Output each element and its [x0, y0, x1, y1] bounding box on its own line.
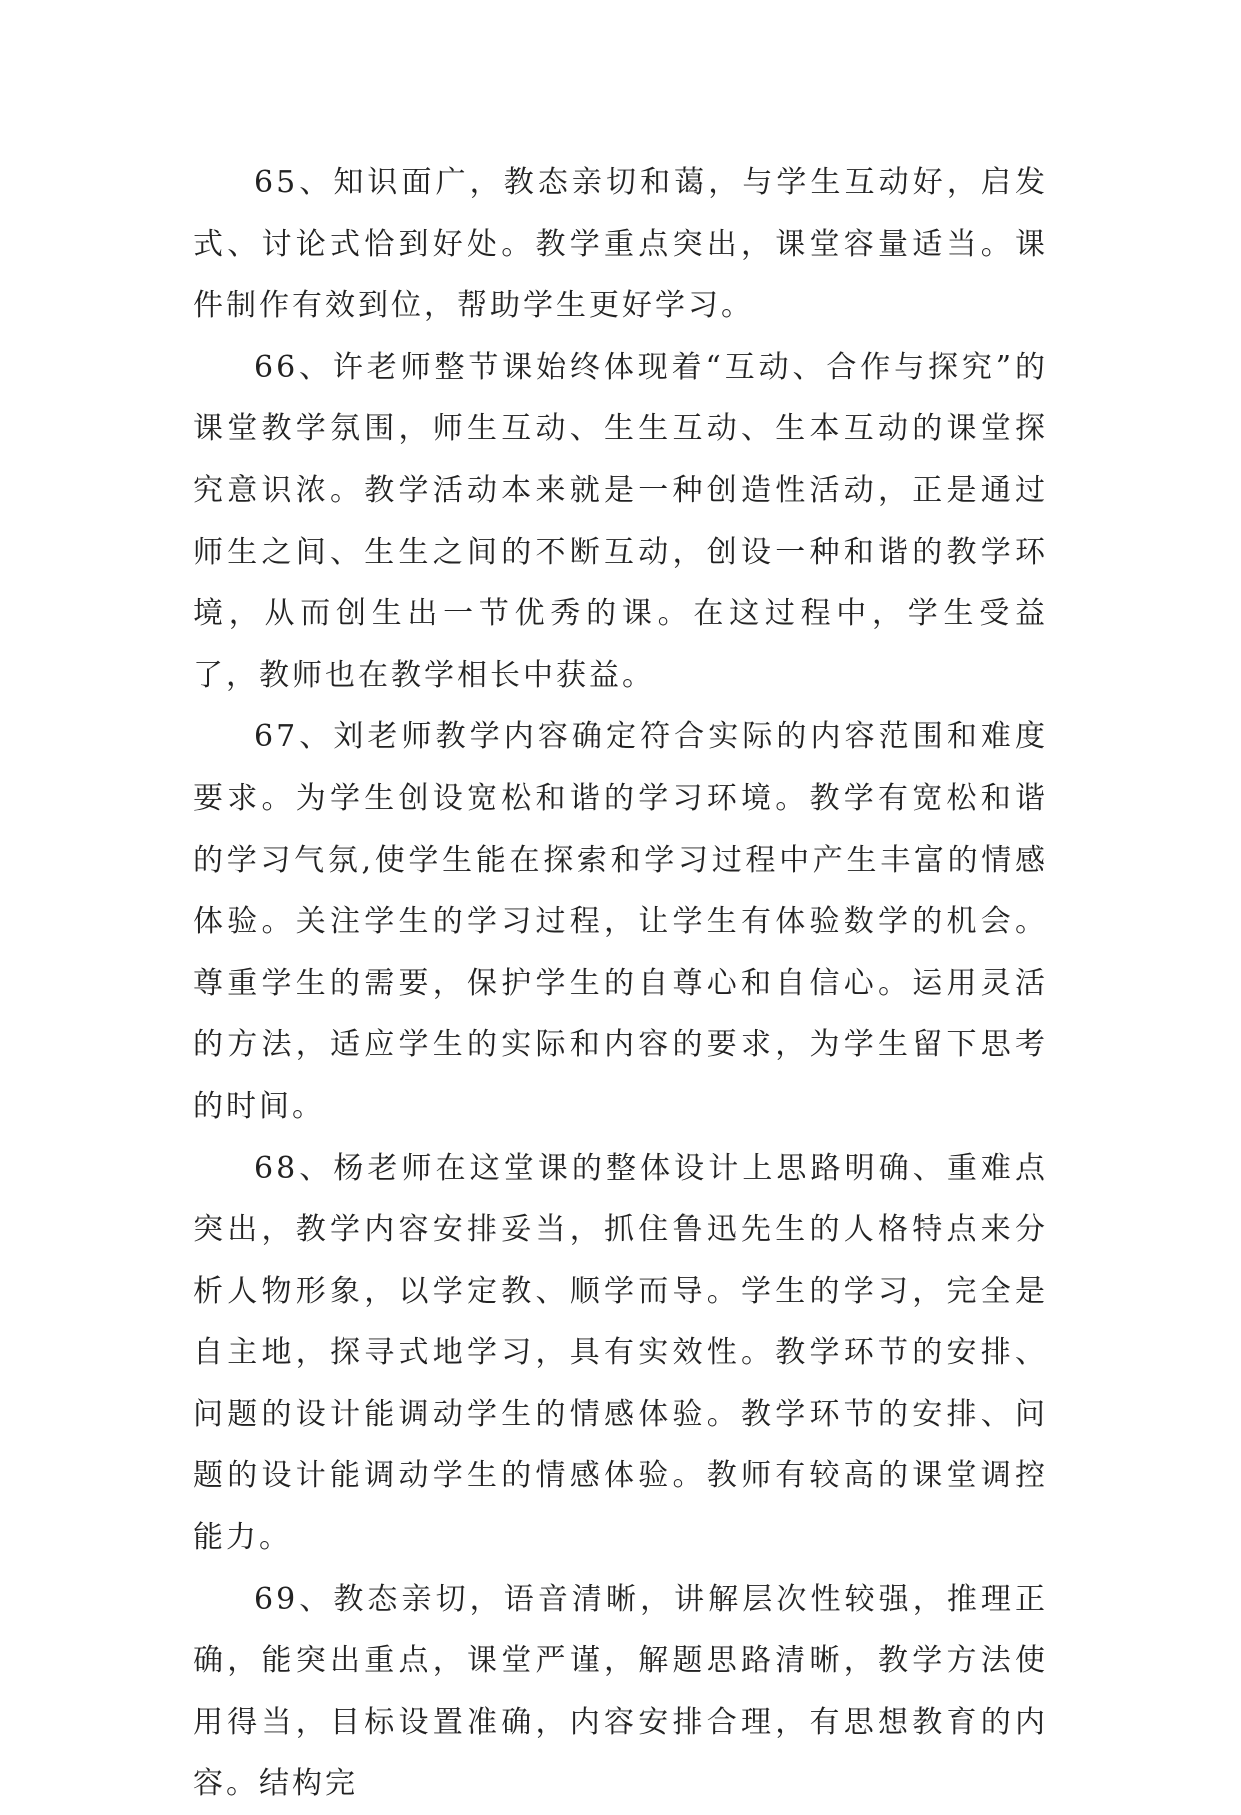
- document-body: [193, 152, 1048, 1815]
- paragraph-67: 67、刘老师教学内容确定符合实际的内容范围和难度要求。为学生创设宽松和谐的学习环境。教学有宽松和谐的学习气氛,使学生能在探索和学习过程中产生丰富的情感体验。关注学生的学习过程，让学生有体验数学的机会。尊重学生的需要，保护学生的自尊心和自信心。运用灵活的方法，适应学生的实际和内容的要求，为学生留下思考的时间。: [193, 719, 1048, 1124]
- paragraph-69: 69、教态亲切，语音清晰，讲解层次性较强，推理正确，能突出重点，课堂严谨，解题思路清晰，教学方法使用得当，目标设置准确，内容安排合理，有思想教育的内容。结构完: [193, 1581, 1048, 1802]
- paragraph-66: 66、许老师整节课始终体现着“互动、合作与探究”的课堂教学氛围，师生互动、生生互动、生本互动的课堂探究意识浓。教学活动本来就是一种创造性活动，正是通过师生之间、生生之间的不断互动，创设一种和谐的教学环境，从而创生出一节优秀的课。在这过程中，学生受益了，教师也在教学相长中获益。: [193, 349, 1048, 693]
- paragraph-65: 65、知识面广，教态亲切和蔼，与学生互动好，启发式、讨论式恰到好处。教学重点突出，课堂容量适当。课件制作有效到位，帮助学生更好学习。: [193, 165, 1048, 324]
- paragraph-68: 68、杨老师在这堂课的整体设计上思路明确、重难点突出，教学内容安排妥当，抓住鲁迅先生的人格特点来分析人物形象，以学定教、顺学而导。学生的学习，完全是自主地，探寻式地学习，具有实效性。教学环节的安排、问题的设计能调动学生的情感体验。教学环节的安排、问题的设计能调动学生的情感体验。教师有较高的课堂调控能力。: [193, 1150, 1048, 1556]
